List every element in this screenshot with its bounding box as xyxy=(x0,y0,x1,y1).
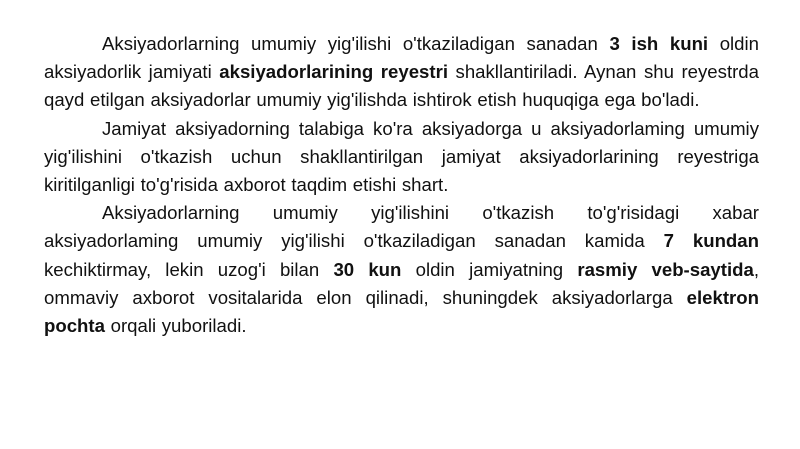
highlight-official-website: rasmiy veb-saytida xyxy=(577,258,754,280)
text-segment: orqali yuboriladi. xyxy=(104,315,247,337)
text-segment: shakllantiriladi. Aynan shu reyestrda qayd etilgan aksiyadorlar umumiy yig'ilishda ishtirok etish huquqiga ega bo'ladi. xyxy=(44,61,759,111)
highlight-7-days: 7 kundan xyxy=(663,230,759,252)
paragraph-shareholder-register xyxy=(44,30,759,115)
highlight-3-working-days: 3 ish kuni xyxy=(609,33,709,54)
highlight-30-days: 30 kun xyxy=(333,258,402,280)
text-segment: oldin aksiyadorlik jamiyati xyxy=(44,33,759,83)
highlight-shareholder-register: aksiyadorlarining reyestri xyxy=(219,61,448,83)
paragraph-shareholder-request xyxy=(44,115,759,200)
highlight-email: elektron pochta xyxy=(44,286,759,337)
text-segment: kechiktirmay, lekin uzog'i bilan xyxy=(44,258,334,280)
text-segment: Aksiyadorlarning umumiy yig'ilishi o'tkaziladigan sanadan xyxy=(102,33,610,54)
text-segment: oldin jamiyatning xyxy=(401,258,578,280)
paragraph-meeting-notice xyxy=(44,199,759,340)
text-segment: Aksiyadorlarning umumiy yig'ilishini o'tkazish to'g'risidagi xabar aksiyadorlaming umumiy yig'ilishi o'tkaziladigan sanadan kamida xyxy=(44,202,759,252)
document-body xyxy=(44,30,759,340)
text-segment: , ommaviy axborot vositalarida elon qilinadi, shuningdek aksiyadorlarga xyxy=(44,258,760,308)
text-segment: Jamiyat aksiyadorning talabiga ko'ra aksiyadorga u aksiyadorlaming umumiy yig'ilishini o'tkazish uchun shakllantirilgan jamiyat aksiyadorlarining reyestriga kiritilganligi to'g'risida axborot taqdim etishi shart. xyxy=(44,117,759,196)
